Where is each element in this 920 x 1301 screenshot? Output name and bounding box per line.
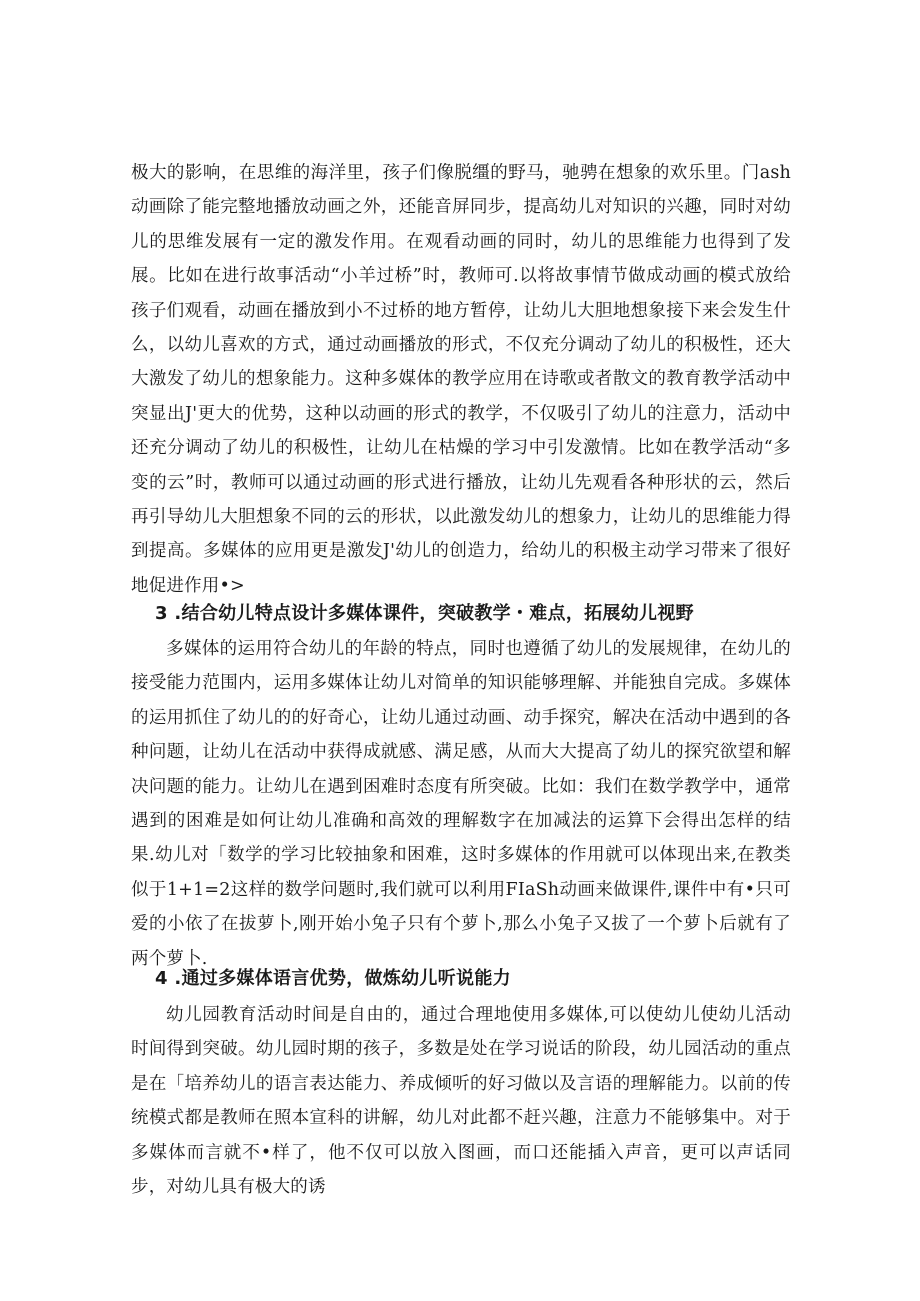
body-paragraph-2: 多媒体的运用符合幼儿的年龄的特点，同时也遵循了幼儿的发展规律，在幼儿的接受能力范围内，运用多媒体让幼儿对简单的知识能够理解、并能独自完成。多媒体的运用抓住了幼儿的的好奇心，让幼儿通过动画、动手探究，解决在活动中遇到的各种问题，让幼儿在活动中获得成就感、满足感，从而大大提高了幼儿的探究欲望和解决问题的能力。让幼儿在遇到困难时态度有所突破。比如：我们在数学教学中，通常遇到的困难是如何让幼儿准确和高效的理解数字在加减法的运算下会得出怎样的结果.幼儿对「数学的学习比较抽象和困难，这时多媒体的作用就可以体现出来,在教类似于1+1=2这样的数学问题时,我们就可以利用FIaSh动画来做课件,课件中有•只可爱的小依了在拔萝卜,刚开始小兔子只有个萝卜,那么小兔子又拔了一个萝卜后就有了两个萝卜. bbox=[131, 639, 791, 969]
body-paragraph-3: 幼儿园教育活动时间是自由的，通过合理地使用多媒体,可以使幼儿使幼儿活动时间得到突破。幼儿园时期的孩子，多数是处在学习说话的阶段，幼儿园活动的重点是在「培养幼儿的语言表达能力、养成倾听的好习做以及言语的理解能力。以前的传统模式都是教师在照本宣科的讲解，幼儿对此都不赶兴趣，注意力不能够集中。对于多媒体而言就不•样了，他不仅可以放入图画，而口还能插入声音，更可以声话同步，对幼儿具有极大的诱 bbox=[131, 1005, 791, 1198]
section-heading-4: 4 .通过多媒体语言优势，做炼幼儿听说能力 bbox=[155, 968, 511, 989]
section-heading-3: 3 .结合幼儿特点设计多媒体课件，突破教学・难点，拓展幼儿视野 bbox=[155, 603, 694, 624]
body-paragraph-1: 极大的影响，在思维的海洋里，孩子们像脱缰的野马，驰骋在想象的欢乐里。门ash动画除了能完整地播放动画之外，还能音屏同步，提高幼儿对知识的兴趣，同时对幼儿的思维发展有一定的激发作用。在观看动画的同时，幼儿的思维能力也得到了发展。比如在进行故事活动“小羊过桥”时，教师可.以将故事情节做成动画的模式放给孩子们观看，动画在播放到小不过桥的地方暂停，让幼儿大胆地想象接下来会发生什么，以幼儿喜欢的方式，通过动画播放的形式，不仅充分调动了幼儿的积极性，还大大激发了幼儿的想象能力。这种多媒体的教学应用在诗歌或者散文的教育教学活动中突显出J'更大的优势，这种以动画的形式的教学，不仅吸引了幼儿的注意力，活动中还充分调动了幼儿的积极性，让幼儿在枯燥的学习中引发激情。比如在教学活动“多变的云”时，教师可以通过动画的形式进行播放，让幼儿先观看各种形状的云，然后再引导幼儿大胆想象不同的云的形状，以此激发幼儿的想象力，让幼儿的思维能力得到提高。多媒体的应用更是激发J'幼儿的创造力，给幼儿的积极主动学习带来了很好地促进作用•> bbox=[131, 163, 791, 596]
